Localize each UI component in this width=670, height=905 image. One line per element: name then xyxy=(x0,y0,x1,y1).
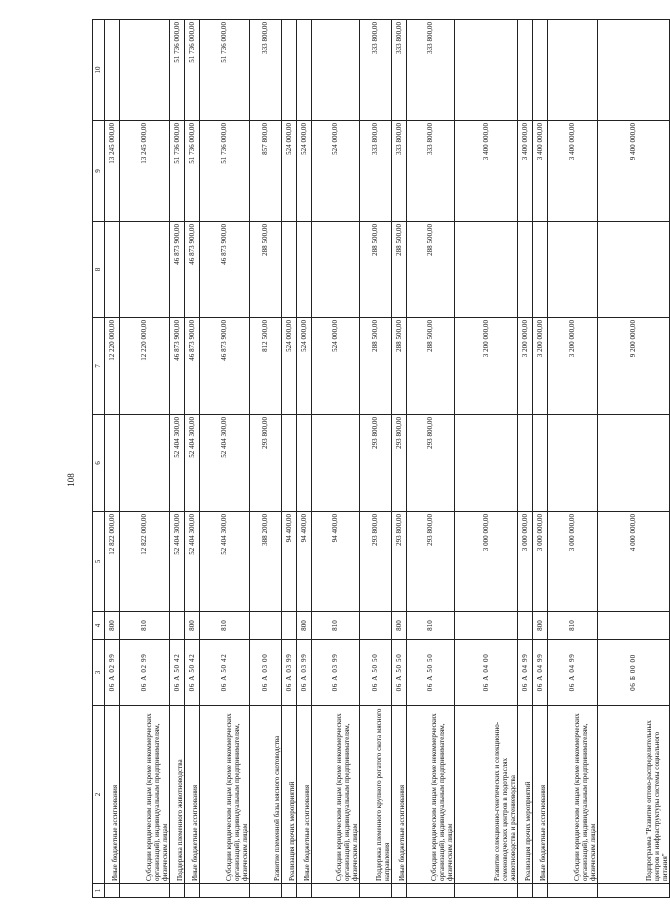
amount-col8: 288 500,00 xyxy=(360,222,392,318)
amount-col5: 52 404 300,00 xyxy=(200,512,250,612)
amount-col6: 293 800,00 xyxy=(250,415,282,512)
amount-col7: 524 000,00 xyxy=(297,318,312,415)
amount-col8: 46 873 900,00 xyxy=(185,222,200,318)
row-index-cell xyxy=(548,884,598,898)
expense-type xyxy=(170,612,185,640)
table-body xyxy=(93,20,670,898)
amount-col10 xyxy=(518,20,533,121)
budget-code: 06 А 03 99 xyxy=(312,640,360,706)
table-row xyxy=(250,20,282,898)
amount-col6 xyxy=(548,415,598,512)
row-name: Иные бюджетные ассигнования xyxy=(533,706,548,884)
amount-col6 xyxy=(455,415,518,512)
amount-col8 xyxy=(312,222,360,318)
amount-col9: 333 800,00 xyxy=(407,121,455,222)
table-row xyxy=(407,20,455,898)
expense-type: 810 xyxy=(548,612,598,640)
expense-type xyxy=(598,612,670,640)
row-name: Иные бюджетные ассигнования xyxy=(105,706,120,884)
budget-code: 06 А 50 42 xyxy=(200,640,250,706)
header-row xyxy=(93,20,105,898)
row-index-cell xyxy=(392,884,407,898)
amount-col6: 52 404 300,00 xyxy=(185,415,200,512)
amount-col5: 388 200,00 xyxy=(250,512,282,612)
row-name: Развитие племенной базы мясного скотоводства xyxy=(250,706,282,884)
amount-col9: 13 245 000,00 xyxy=(105,121,120,222)
amount-col9: 3 400 000,00 xyxy=(548,121,598,222)
amount-col9: 51 736 000,00 xyxy=(170,121,185,222)
amount-col9: 3 400 000,00 xyxy=(518,121,533,222)
row-name: Поддержка племенного животноводства xyxy=(170,706,185,884)
amount-col5: 94 400,00 xyxy=(312,512,360,612)
amount-col5: 4 000 000,00 xyxy=(598,512,670,612)
row-name: Субсидии юридическим лицам (кроме некоммерческих организаций), индивидуальным предпринимателям, физическим лицам xyxy=(548,706,598,884)
row-name: Субсидии юридическим лицам (кроме некоммерческих организаций), индивидуальным предпринимателям, физическим лицам xyxy=(200,706,250,884)
amount-col7: 524 000,00 xyxy=(282,318,297,415)
row-name: Иные бюджетные ассигнования xyxy=(185,706,200,884)
row-index-cell xyxy=(407,884,455,898)
budget-code: 06 А 04 99 xyxy=(533,640,548,706)
amount-col5: 52 404 300,00 xyxy=(185,512,200,612)
expense-type: 800 xyxy=(533,612,548,640)
row-name: Поддержка племенного крупного рогатого скота мясного направления xyxy=(360,706,392,884)
amount-col9: 51 736 000,00 xyxy=(200,121,250,222)
amount-col5: 293 800,00 xyxy=(360,512,392,612)
amount-col8: 288 500,00 xyxy=(392,222,407,318)
amount-col8 xyxy=(455,222,518,318)
amount-col9: 3 400 000,00 xyxy=(533,121,548,222)
budget-code: 06 А 50 42 xyxy=(185,640,200,706)
row-name: Развитие селекционно-генетических и селекционно-семеноводческих центров в подотраслях животноводства и растениеводства xyxy=(455,706,518,884)
amount-col10 xyxy=(312,20,360,121)
amount-col9: 333 800,00 xyxy=(360,121,392,222)
col-header-4: 4 xyxy=(93,612,105,640)
budget-table xyxy=(92,19,670,898)
expense-type: 810 xyxy=(120,612,170,640)
budget-code: 06 А 02 99 xyxy=(105,640,120,706)
budget-code: 06 А 02 99 xyxy=(120,640,170,706)
row-index-cell xyxy=(200,884,250,898)
amount-col10 xyxy=(533,20,548,121)
table-row xyxy=(200,20,250,898)
amount-col5: 293 800,00 xyxy=(407,512,455,612)
amount-col8: 288 500,00 xyxy=(407,222,455,318)
row-index-cell xyxy=(250,884,282,898)
row-name: Иные бюджетные ассигнования xyxy=(392,706,407,884)
table-row xyxy=(392,20,407,898)
amount-col7: 812 500,00 xyxy=(250,318,282,415)
amount-col6 xyxy=(518,415,533,512)
row-name: Реализация прочих мероприятий xyxy=(282,706,297,884)
amount-col9: 9 400 000,00 xyxy=(598,121,670,222)
amount-col6 xyxy=(282,415,297,512)
amount-col9: 857 800,00 xyxy=(250,121,282,222)
table-row xyxy=(533,20,548,898)
amount-col7: 288 500,00 xyxy=(392,318,407,415)
amount-col5: 94 400,00 xyxy=(282,512,297,612)
col-header-2: 2 xyxy=(93,706,105,884)
amount-col10 xyxy=(455,20,518,121)
budget-code: 06 А 50 42 xyxy=(170,640,185,706)
page-number: 108 xyxy=(66,473,76,487)
amount-col6: 52 404 300,00 xyxy=(200,415,250,512)
amount-col5: 12 822 000,00 xyxy=(120,512,170,612)
amount-col10: 51 736 000,00 xyxy=(200,20,250,121)
amount-col10: 333 800,00 xyxy=(250,20,282,121)
budget-code: 06 Б 00 00 xyxy=(598,640,670,706)
amount-col10 xyxy=(297,20,312,121)
amount-col7: 3 200 000,00 xyxy=(518,318,533,415)
amount-col6 xyxy=(598,415,670,512)
amount-col9: 3 400 000,00 xyxy=(455,121,518,222)
row-index-cell xyxy=(533,884,548,898)
amount-col8 xyxy=(548,222,598,318)
budget-code: 06 А 03 99 xyxy=(282,640,297,706)
amount-col10 xyxy=(282,20,297,121)
table-row xyxy=(360,20,392,898)
amount-col6: 293 800,00 xyxy=(360,415,392,512)
amount-col5: 293 800,00 xyxy=(392,512,407,612)
amount-col10 xyxy=(548,20,598,121)
expense-type: 800 xyxy=(105,612,120,640)
table-row xyxy=(455,20,518,898)
amount-col5: 3 000 000,00 xyxy=(455,512,518,612)
amount-col6: 293 800,00 xyxy=(392,415,407,512)
amount-col8 xyxy=(518,222,533,318)
budget-code: 06 А 50 50 xyxy=(360,640,392,706)
amount-col10: 51 736 000,00 xyxy=(170,20,185,121)
amount-col8: 288 500,00 xyxy=(250,222,282,318)
row-name: Субсидии юридическим лицам (кроме некоммерческих организаций), индивидуальным предпринимателям, физическим лицам xyxy=(312,706,360,884)
amount-col6 xyxy=(120,415,170,512)
table-row xyxy=(282,20,297,898)
amount-col10 xyxy=(598,20,670,121)
amount-col7: 3 200 000,00 xyxy=(548,318,598,415)
amount-col5: 3 000 000,00 xyxy=(548,512,598,612)
amount-col8 xyxy=(105,222,120,318)
table-row xyxy=(518,20,533,898)
rotated-table-container xyxy=(66,20,669,898)
expense-type xyxy=(455,612,518,640)
amount-col9: 524 000,00 xyxy=(282,121,297,222)
table-row xyxy=(312,20,360,898)
amount-col7: 9 200 000,00 xyxy=(598,318,670,415)
row-name: Реализация прочих мероприятий xyxy=(518,706,533,884)
expense-type: 800 xyxy=(185,612,200,640)
amount-col6 xyxy=(297,415,312,512)
row-index-cell xyxy=(360,884,392,898)
row-index-cell xyxy=(455,884,518,898)
budget-code: 06 А 04 99 xyxy=(548,640,598,706)
amount-col10: 333 800,00 xyxy=(360,20,392,121)
amount-col9: 13 245 000,00 xyxy=(120,121,170,222)
amount-col10: 51 736 000,00 xyxy=(185,20,200,121)
row-index-cell xyxy=(282,884,297,898)
expense-type xyxy=(250,612,282,640)
col-header-6: 6 xyxy=(93,415,105,512)
amount-col5: 3 000 000,00 xyxy=(533,512,548,612)
row-index-cell xyxy=(120,884,170,898)
amount-col6 xyxy=(312,415,360,512)
amount-col8 xyxy=(598,222,670,318)
col-header-10: 10 xyxy=(93,20,105,121)
amount-col5: 94 400,00 xyxy=(297,512,312,612)
row-index-cell xyxy=(185,884,200,898)
amount-col10: 333 800,00 xyxy=(407,20,455,121)
row-name: Субсидии юридическим лицам (кроме некоммерческих организаций), индивидуальным предпринимателям, физическим лицам xyxy=(407,706,455,884)
col-header-8: 8 xyxy=(93,222,105,318)
row-name: Субсидии юридическим лицам (кроме некоммерческих организаций), индивидуальным предпринимателям, физическим лицам xyxy=(120,706,170,884)
col-header-1: 1 xyxy=(93,884,105,898)
amount-col8 xyxy=(282,222,297,318)
table-row xyxy=(170,20,185,898)
budget-code: 06 А 50 50 xyxy=(392,640,407,706)
table-row xyxy=(120,20,170,898)
amount-col9: 524 000,00 xyxy=(312,121,360,222)
expense-type: 810 xyxy=(407,612,455,640)
row-index-cell xyxy=(297,884,312,898)
amount-col7: 12 220 000,00 xyxy=(105,318,120,415)
table-row xyxy=(185,20,200,898)
expense-type xyxy=(282,612,297,640)
amount-col8 xyxy=(120,222,170,318)
expense-type: 800 xyxy=(392,612,407,640)
amount-col6: 293 800,00 xyxy=(407,415,455,512)
amount-col9: 333 800,00 xyxy=(392,121,407,222)
amount-col10: 333 800,00 xyxy=(392,20,407,121)
budget-code: 06 А 04 00 xyxy=(455,640,518,706)
row-index-cell xyxy=(105,884,120,898)
amount-col8: 46 873 900,00 xyxy=(170,222,185,318)
expense-type: 810 xyxy=(312,612,360,640)
table-row xyxy=(548,20,598,898)
amount-col7: 12 220 000,00 xyxy=(120,318,170,415)
budget-code: 06 А 04 99 xyxy=(518,640,533,706)
amount-col10 xyxy=(105,20,120,121)
amount-col7: 3 200 000,00 xyxy=(533,318,548,415)
budget-code: 06 А 50 50 xyxy=(407,640,455,706)
amount-col5: 52 404 300,00 xyxy=(170,512,185,612)
amount-col8 xyxy=(533,222,548,318)
amount-col6 xyxy=(533,415,548,512)
amount-col9: 524 000,00 xyxy=(297,121,312,222)
expense-type: 810 xyxy=(200,612,250,640)
amount-col9: 51 736 000,00 xyxy=(185,121,200,222)
amount-col6 xyxy=(105,415,120,512)
row-index-cell xyxy=(312,884,360,898)
table-row xyxy=(297,20,312,898)
amount-col7: 46 873 900,00 xyxy=(170,318,185,415)
expense-type xyxy=(518,612,533,640)
amount-col6: 52 404 300,00 xyxy=(170,415,185,512)
table-row xyxy=(105,20,120,898)
col-header-7: 7 xyxy=(93,318,105,415)
amount-col5: 3 000 000,00 xyxy=(518,512,533,612)
col-header-3: 3 xyxy=(93,640,105,706)
row-index-cell xyxy=(598,884,670,898)
expense-type: 800 xyxy=(297,612,312,640)
amount-col7: 288 500,00 xyxy=(407,318,455,415)
expense-type xyxy=(360,612,392,640)
row-name: Иные бюджетные ассигнования xyxy=(297,706,312,884)
amount-col7: 3 200 000,00 xyxy=(455,318,518,415)
table-row xyxy=(598,20,670,898)
col-header-5: 5 xyxy=(93,512,105,612)
amount-col7: 288 500,00 xyxy=(360,318,392,415)
amount-col8: 46 873 900,00 xyxy=(200,222,250,318)
col-header-9: 9 xyxy=(93,121,105,222)
amount-col7: 46 873 900,00 xyxy=(185,318,200,415)
amount-col10 xyxy=(120,20,170,121)
amount-col7: 46 873 900,00 xyxy=(200,318,250,415)
amount-col8 xyxy=(297,222,312,318)
amount-col5: 12 822 000,00 xyxy=(105,512,120,612)
budget-code: 06 А 03 99 xyxy=(297,640,312,706)
amount-col7: 524 000,00 xyxy=(312,318,360,415)
row-index-cell xyxy=(170,884,185,898)
row-index-cell xyxy=(518,884,533,898)
budget-code: 06 А 03 00 xyxy=(250,640,282,706)
row-name: Подпрограмма "Развитие оптово-распределительных центров и инфраструктуры системы социального питания" xyxy=(598,706,670,884)
